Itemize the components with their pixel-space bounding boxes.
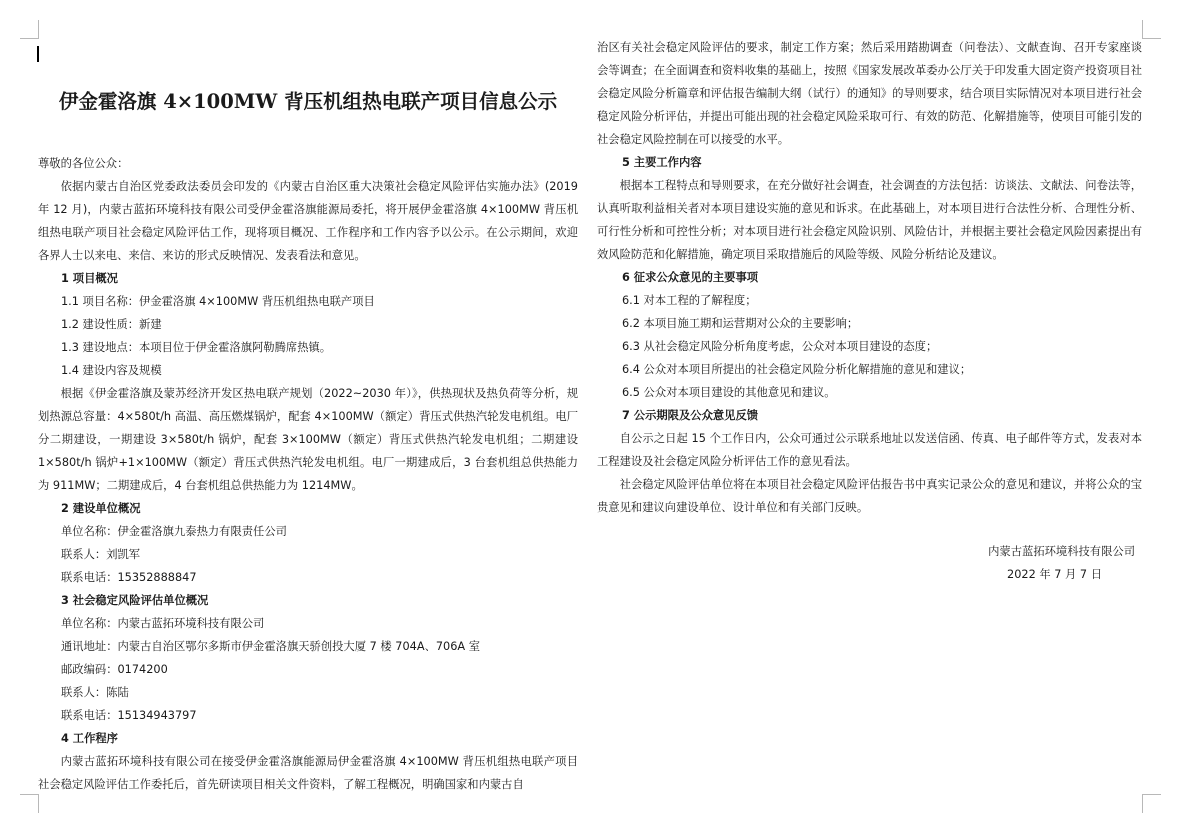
section-7-heading: 7 公示期限及公众意见反馈: [622, 409, 759, 422]
signature-company: 内蒙古蓝拓环境科技有限公司: [988, 545, 1135, 558]
signature-date: 2022 年 7 月 7 日: [1007, 568, 1102, 581]
greeting: 尊敬的各位公众：: [38, 157, 129, 170]
section-3-heading: 3 社会稳定风险评估单位概况: [61, 594, 209, 607]
page-corner-mark: [1142, 20, 1161, 39]
project-name: 1.1 项目名称：伊金霍洛旗 4×100MW 背压机组热电联产项目: [61, 295, 375, 308]
project-nature: 1.2 建设性质：新建: [61, 318, 162, 331]
assessor-address: 通讯地址：内蒙古自治区鄂尔多斯市伊金霍洛旗天骄创投大厦 7 楼 704A、706A 室: [61, 640, 481, 653]
right-column: [597, 36, 1142, 586]
list-item: 6.5 公众对本项目建设的其他意见和建议。: [622, 386, 836, 399]
section-4-text-part1: 内蒙古蓝拓环境科技有限公司在接受伊金霍洛旗能源局伊金霍洛旗 4×100MW 背压机组热电联产项目社会稳定风险评估工作委托后，首先研读项目相关文件资料，了解工程概况，明确国家和内蒙古自: [38, 755, 578, 791]
project-scope-text: 根据《伊金霍洛旗及蒙苏经济开发区热电联产规划（2022~2030 年）》，供热现状及热负荷等分析，规划热源总容量：4×580t/h 高温、高压燃煤锅炉，配套 4×100MW（额定）背压式供热汽轮发电机组。电厂分二期建设，一期建设 3×580t/h 锅炉，配套 3×100MW（额定）背压式供热汽轮发电机组；二期建设 1×580t/h 锅炉+1×100MW（额定）背压式供热汽轮发电机组。电厂一期建成后，3 台套机组总供热能力为 911MW；二期建成后，4 台套机组总供热能力为 1214MW。: [38, 387, 578, 492]
page-corner-mark: [1142, 794, 1161, 813]
section-7-text-1: 自公示之日起 15 个工作日内，公众可通过公示联系地址以发送信函、传真、电子邮件等方式，发表对本工程建设及社会稳定风险分析评估工作的意见看法。: [597, 432, 1142, 468]
section-4-text-part2: 治区有关社会稳定风险评估的要求，制定工作方案；然后采用踏勘调查（问卷法）、文献查询、召开专家座谈会等调查；在全面调查和资料收集的基础上，按照《国家发展改革委办公厅关于印发重大固定资产投资项目社会稳定风险分析篇章和评估报告编制大纲（试行）的通知》的导则要求，结合项目实际情况对本项目进行社会稳定风险分析评估，并提出可能出现的社会稳定风险采取可行、有效的防范、化解措施等，使项目可能引发的社会稳定风险控制在可以接受的水平。: [597, 41, 1142, 146]
section-1-heading: 1 项目概况: [61, 272, 118, 285]
intro-paragraph: 依据内蒙古自治区党委政法委员会印发的《内蒙古自治区重大决策社会稳定风险评估实施办法》(2019 年 12 月)，内蒙古蓝拓环境科技有限公司受伊金霍洛旗能源局委托，将开展伊金霍洛旗 4×100MW 背压机组热电联产项目社会稳定风险评估工作，现将项目概况、工作程序和工作内容予以公示。在公示期间，欢迎各界人士以来电、来信、来访的形式反映情况、发表看法和意见。: [38, 180, 578, 262]
list-item: 6.3 从社会稳定风险分析角度考虑，公众对本项目建设的态度；: [622, 340, 938, 353]
list-item: 6.1 对本工程的了解程度；: [622, 294, 757, 307]
left-column: [38, 90, 578, 796]
list-item: 6.2 本项目施工期和运营期对公众的主要影响；: [622, 317, 859, 330]
section-5-text: 根据本工程特点和导则要求，在充分做好社会调查，社会调查的方法包括：访谈法、文献法、问卷法等，认真听取利益相关者对本项目建设实施的意见和诉求。在此基础上，对本项目进行合法性分析、合理性分析、可行性分析和可控性分析；对本项目进行社会稳定风险识别、风险估计，并根据主要社会稳定风险因素提出有效风险防范和化解措施，确定项目采取措施后的风险等级、风险分析结论及建议。: [597, 179, 1142, 261]
project-location: 1.3 建设地点：本项目位于伊金霍洛旗阿勒腾席热镇。: [61, 341, 332, 354]
assessor-contact: 联系人：陈陆: [61, 686, 129, 699]
assessor-phone: 联系电话：15134943797: [61, 709, 197, 722]
section-2-heading: 2 建设单位概况: [61, 502, 141, 515]
section-7-text-2: 社会稳定风险评估单位将在本项目社会稳定风险评估报告书中真实记录公众的意见和建议，并将公众的宝贵意见和建议向建设单位、设计单位和有关部门反映。: [597, 478, 1142, 514]
text-cursor: [37, 46, 39, 62]
assessor-postcode: 邮政编码：0174200: [61, 663, 168, 676]
list-item: 6.4 公众对本项目所提出的社会稳定风险分析化解措施的意见和建议；: [622, 363, 972, 376]
builder-phone: 联系电话：15352888847: [61, 571, 197, 584]
builder-unit-name: 单位名称：伊金霍洛旗九泰热力有限责任公司: [61, 525, 287, 538]
page-title: 伊金霍洛旗 4×100MW 背压机组热电联产项目信息公示: [58, 90, 558, 113]
project-scope-heading: 1.4 建设内容及规模: [61, 364, 162, 377]
assessor-unit-name: 单位名称：内蒙古蓝拓环境科技有限公司: [61, 617, 265, 630]
page-corner-mark: [20, 20, 39, 39]
builder-contact: 联系人：刘凯军: [61, 548, 141, 561]
page-corner-mark: [20, 794, 39, 813]
section-6-heading: 6 征求公众意见的主要事项: [622, 271, 759, 284]
section-5-heading: 5 主要工作内容: [622, 156, 702, 169]
section-4-heading: 4 工作程序: [61, 732, 118, 745]
